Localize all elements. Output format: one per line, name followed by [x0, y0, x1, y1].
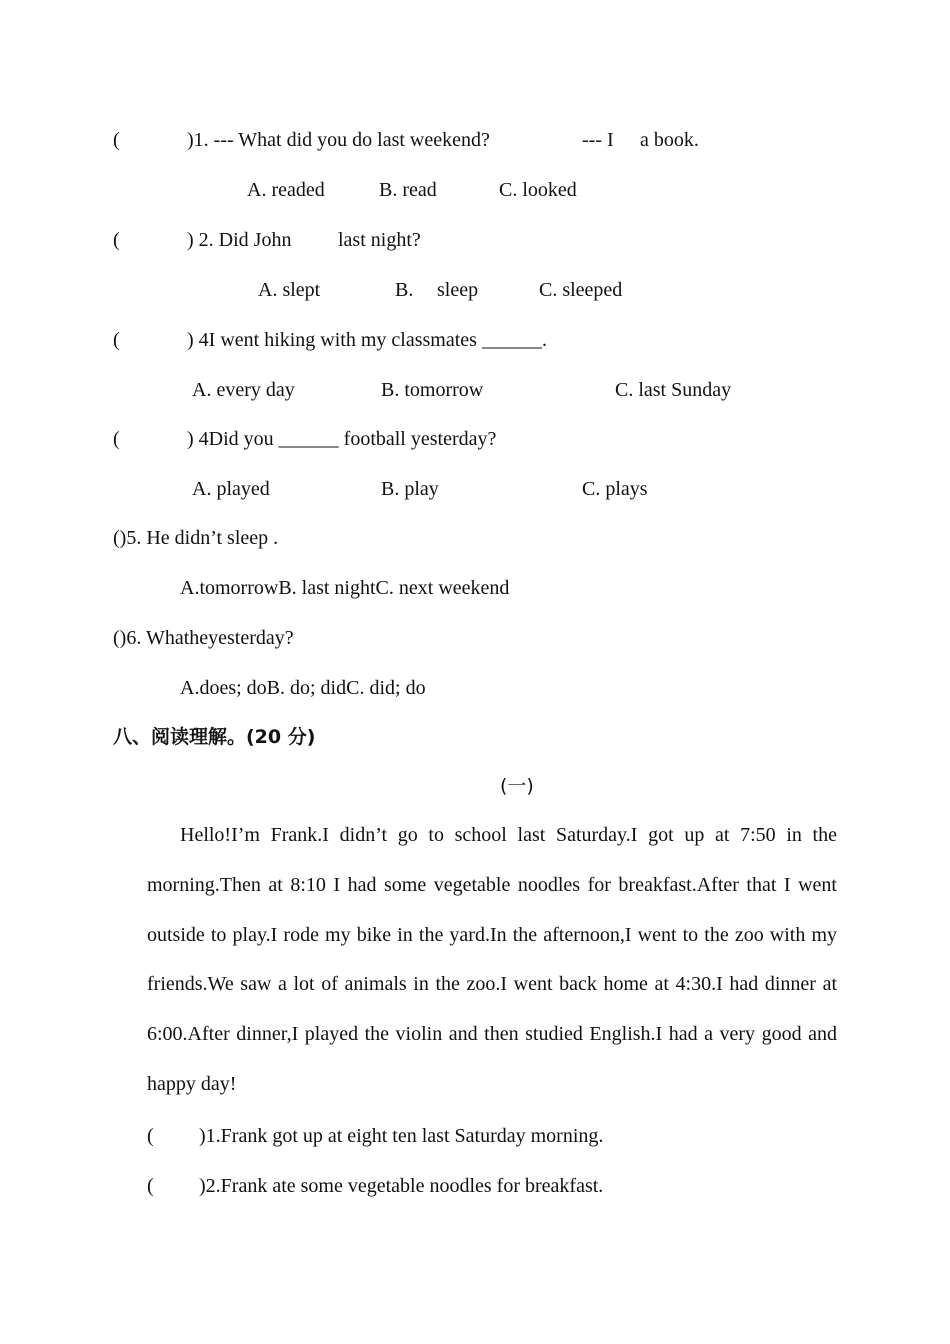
q2-option-b-word: sleep: [437, 279, 479, 301]
q5-stem: ()5. He didn’t sleep .: [113, 527, 279, 549]
q4-option-c: C. plays: [582, 478, 648, 500]
q4-paren: (: [113, 428, 120, 450]
section-subheading: (一): [500, 775, 534, 797]
q1-option-c: C. looked: [499, 179, 577, 201]
q1-answer-lead: --- I: [582, 129, 614, 151]
judgment-1-text: )1.Frank got up at eight ten last Saturday morning.: [199, 1125, 604, 1147]
q4-option-a: A. played: [192, 478, 270, 500]
q1-option-a: A. readed: [247, 179, 325, 201]
q4-option-b: B. play: [381, 478, 439, 500]
q2-stem: ) 2. Did John: [187, 229, 292, 251]
judgment-2-text: )2.Frank ate some vegetable noodles for breakfast.: [199, 1175, 604, 1197]
q3-paren: (: [113, 329, 120, 351]
reading-passage: Hello!I’m Frank.I didn’t go to school last Saturday.I got up at 7:50 in the morning.Then at 8:10 I had some vegetable noodles for breakfast.After that I went outside to play.I rode my bike in the yard.In the afternoon,I went to the zoo with my friends.We saw a lot of animals in the zoo.I went back home at 4:30.I had dinner at 6:00.After dinner,I played the violin and then studied English.I had a very good and happy day!: [147, 824, 837, 1095]
q2-paren: (: [113, 229, 120, 251]
section-heading: 八、阅读理解。(20 分): [113, 726, 316, 748]
q1-option-b: B. read: [379, 179, 437, 201]
q2-stem-tail: last night?: [338, 229, 421, 251]
q3-option-b: B. tomorrow: [381, 379, 484, 401]
q5-options: A.tomorrowB. last nightC. next weekend: [180, 577, 510, 599]
q3-stem: ) 4I went hiking with my classmates ______.: [187, 329, 547, 351]
judgment-1-paren: (: [147, 1125, 154, 1147]
q1-paren: (: [113, 129, 120, 151]
q2-option-a: A. slept: [258, 279, 321, 301]
q2-option-c: C. sleeped: [539, 279, 623, 301]
q3-option-c: C. last Sunday: [615, 379, 732, 401]
judgment-2-paren: (: [147, 1175, 154, 1197]
q1-stem: )1. --- What did you do last weekend?: [187, 129, 490, 151]
q4-stem: ) 4Did you ______ football yesterday?: [187, 428, 497, 450]
q1-answer-tail: a book.: [640, 129, 699, 151]
q6-stem: ()6. Whatheyesterday?: [113, 627, 294, 649]
q6-options: A.does; doB. do; didC. did; do: [180, 677, 426, 699]
q3-option-a: A. every day: [192, 379, 295, 401]
q2-option-b-letter: B.: [395, 279, 414, 301]
